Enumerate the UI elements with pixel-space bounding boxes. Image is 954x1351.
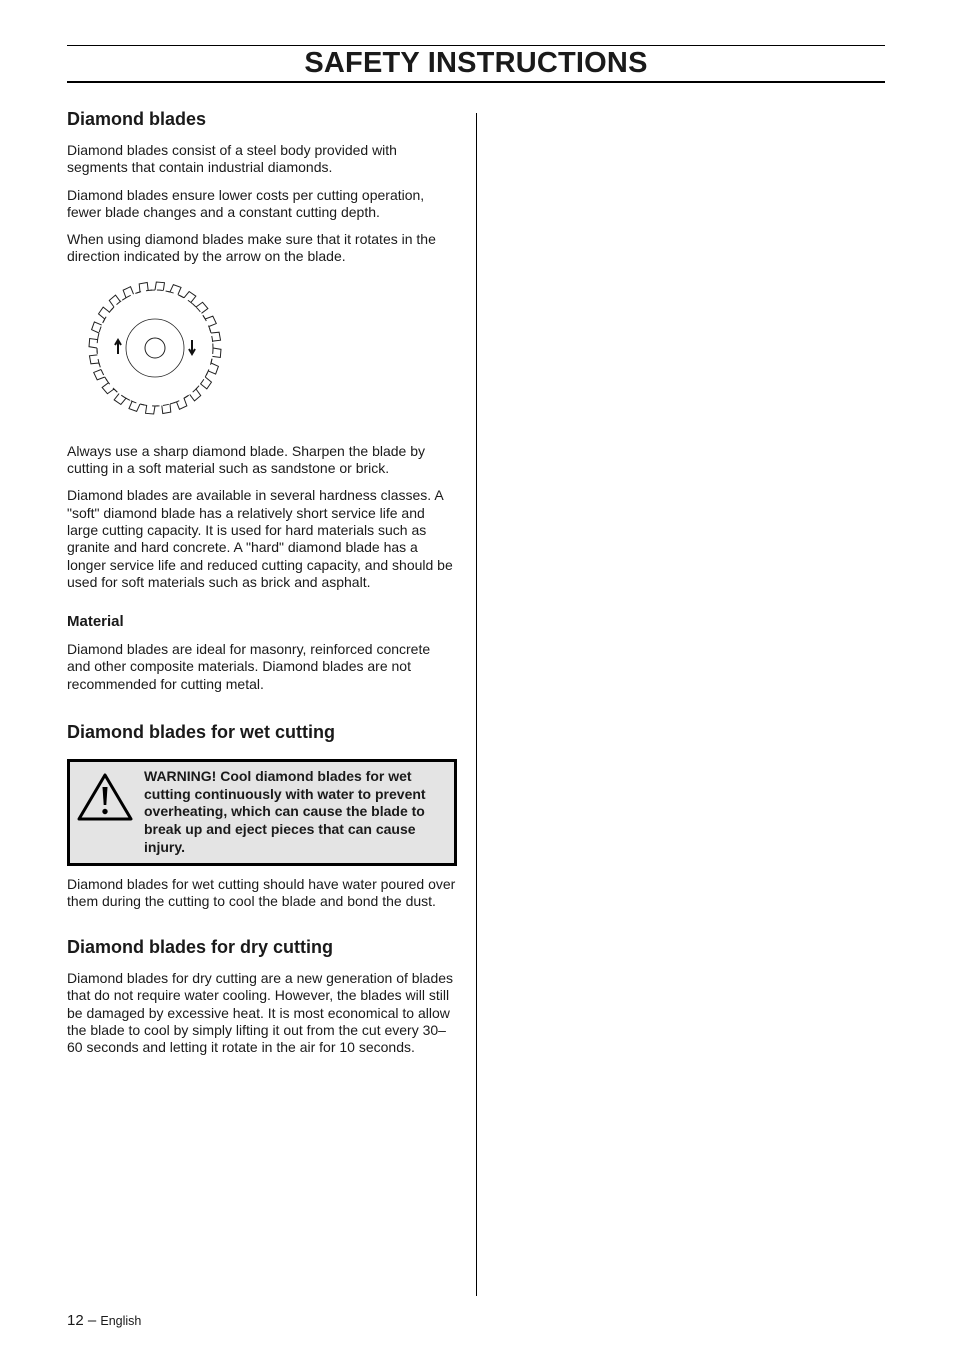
subheading-material: Material <box>67 613 124 631</box>
section-heading-diamond-blades: Diamond blades <box>67 109 207 129</box>
page-title: SAFETY INSTRUCTIONS <box>304 47 648 79</box>
page-number: 12 – <box>67 1312 97 1329</box>
paragraph: Diamond blades for dry cutting are a new generation of blades that do not require water cooling. However, the blades will still be damaged by excessive heat. It is most economical to allow the blade to cool by simply lifting it out from the cut every 30–60 seconds and letting it rotate in the air for 10 seconds. <box>67 970 454 1056</box>
paragraph: Diamond blades are ideal for masonry, reinforced concrete and other composite materials. Diamond blades are not recommended for cutting metal. <box>67 641 431 692</box>
paragraph: Diamond blades consist of a steel body provided with segments that contain industrial diamonds. <box>67 142 397 176</box>
warning-box <box>67 759 457 866</box>
section-heading-dry-cutting: Diamond blades for dry cutting <box>67 937 334 958</box>
paragraph: Always use a sharp diamond blade. Sharpen the blade by cutting in a soft material such as sandstone or brick. <box>67 442 426 477</box>
warning-triangle-icon <box>76 772 134 822</box>
section-heading-wet-cutting: Diamond blades for wet cutting <box>67 722 336 743</box>
paragraph: Diamond blades ensure lower costs per cutting operation, fewer blade changes and a constant cutting depth. <box>67 186 425 220</box>
footer-language: English <box>100 1314 142 1328</box>
blade-segment-outline <box>89 282 221 414</box>
left-column <box>67 108 457 1067</box>
paragraph: Diamond blades are available in several hardness classes. A "soft" diamond blade has a relatively short service life and large cutting capacity. It is used for hard materials such as granite and hard concrete. A "hard" diamond blade has a longer service life and reduced cutting capacity, and should be used for soft materials such as brick and asphalt. <box>67 487 453 590</box>
paragraph: Diamond blades for wet cutting should have water poured over them during the cutting to cool the blade and bond the dust. <box>67 875 456 909</box>
diamond-blade-illustration <box>85 280 245 420</box>
title-rule <box>67 81 885 83</box>
warning-text: WARNING! Cool diamond blades for wet cutting continuously with water to prevent overheating, which can cause the blade to break up and eject pieces that can cause injury. <box>144 768 426 855</box>
column-divider <box>476 113 477 1296</box>
page-footer <box>67 1312 141 1329</box>
paragraph: When using diamond blades make sure that it rotates in the direction indicated by the arrow on the blade. <box>67 231 436 265</box>
